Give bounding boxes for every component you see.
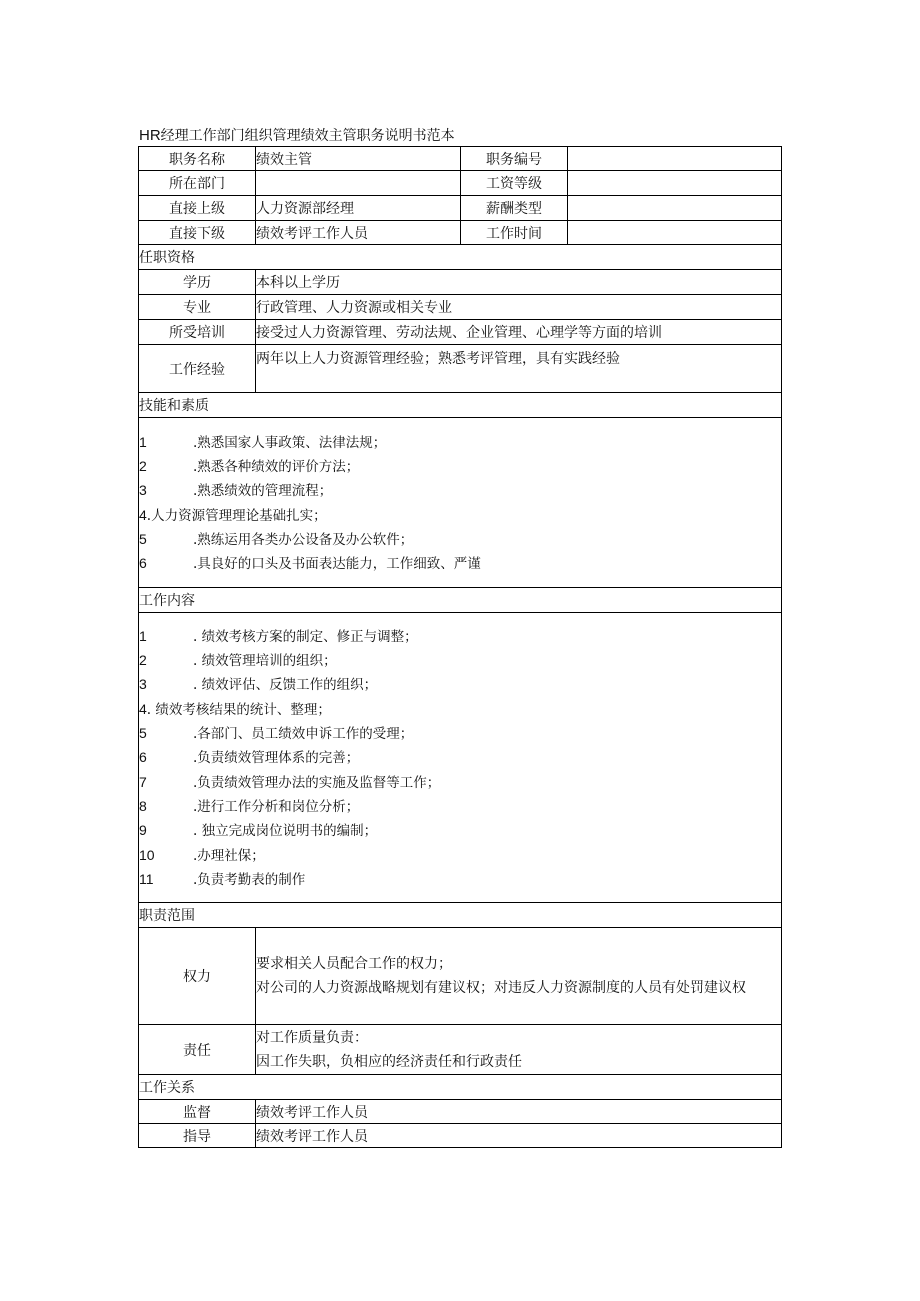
job-name-value[interactable]: 绩效主管: [256, 147, 461, 171]
item-number: 1: [139, 433, 147, 450]
job-description-table: [138, 146, 782, 1148]
education-value[interactable]: 本科以上学历: [256, 270, 782, 295]
grade-value[interactable]: [568, 171, 782, 196]
supervise-value[interactable]: 绩效考评工作人员: [256, 1100, 782, 1124]
item-number: 6: [139, 749, 147, 766]
guide-value[interactable]: 绩效考评工作人员: [256, 1124, 782, 1148]
list-item: [139, 745, 781, 769]
item-number: 11: [139, 870, 154, 887]
list-item: [139, 624, 781, 648]
list-item: [139, 648, 781, 672]
experience-value[interactable]: 两年以上人力资源管理经验；熟悉考评管理，具有实践经验: [256, 345, 782, 393]
skills-list: [139, 418, 782, 588]
guide-label: 指导: [139, 1124, 256, 1148]
training-value[interactable]: 接受过人力资源管理、劳动法规、企业管理、心理学等方面的培训: [256, 320, 782, 345]
list-item: [139, 454, 781, 478]
item-text: .熟悉各种绩效的评价方法；: [193, 458, 360, 475]
item-text: .进行工作分析和岗位分析；: [193, 798, 360, 815]
training-label: 所受培训: [139, 320, 256, 345]
row-work-list: [139, 613, 782, 903]
item-number: 7: [139, 773, 147, 790]
duty-value[interactable]: [256, 1025, 782, 1075]
row-department: [139, 171, 782, 196]
row-education: [139, 270, 782, 295]
job-name-label: 职务名称: [139, 147, 256, 171]
list-item: [139, 721, 781, 745]
list-item: [139, 551, 781, 575]
list-item: [139, 672, 781, 696]
work-list: [139, 613, 782, 903]
item-number: 5: [139, 725, 147, 742]
item-text: . 绩效考核结果的统计、整理；: [146, 701, 331, 718]
item-number: 3: [139, 676, 147, 693]
row-supervise: [139, 1100, 782, 1124]
section-scope: [139, 903, 782, 928]
power-value[interactable]: [256, 928, 782, 1025]
job-no-label: 职务编号: [461, 147, 568, 171]
power-line: 要求相关人员配合工作的权力；: [256, 956, 452, 972]
title-prefix: HR: [139, 127, 161, 144]
scope-heading: 职责范围: [139, 903, 782, 928]
item-number: 2: [139, 457, 147, 474]
item-text: . 绩效评估、反馈工作的组织；: [193, 677, 378, 694]
major-value[interactable]: 行政管理、人力资源或相关专业: [256, 295, 782, 320]
item-number: 1: [139, 627, 147, 644]
subordinate-value[interactable]: 绩效考评工作人员: [256, 221, 461, 245]
row-guide: [139, 1124, 782, 1148]
pay-value[interactable]: [568, 196, 782, 221]
list-item: [139, 867, 781, 891]
relations-heading: 工作关系: [139, 1075, 782, 1100]
item-text: . 绩效管理培训的组织；: [193, 653, 337, 670]
experience-label: 工作经验: [139, 345, 256, 393]
item-number: 8: [139, 797, 147, 814]
item-text: .熟悉绩效的管理流程；: [193, 483, 333, 500]
superior-label: 直接上级: [139, 196, 256, 221]
work-heading: 工作内容: [139, 588, 782, 613]
item-text: .办理社保；: [193, 847, 265, 864]
duty-label: 责任: [139, 1025, 256, 1075]
item-text: . 绩效考核方案的制定、修正与调整；: [193, 628, 418, 645]
hours-value[interactable]: [568, 221, 782, 245]
section-work: [139, 588, 782, 613]
row-job-name: [139, 147, 782, 171]
row-power: [139, 928, 782, 1025]
item-number: 6: [139, 555, 147, 572]
list-item: [139, 430, 781, 454]
item-number: 3: [139, 482, 147, 499]
pay-label: 薪酬类型: [461, 196, 568, 221]
list-item: [139, 843, 781, 867]
list-item: [139, 794, 781, 818]
list-item: [139, 697, 781, 721]
grade-label: 工资等级: [461, 171, 568, 196]
row-skills-list: [139, 418, 782, 588]
item-text: .具良好的口头及书面表达能力，工作细致、严谨: [193, 556, 481, 573]
section-skills: [139, 393, 782, 418]
list-item: [139, 478, 781, 502]
row-major: [139, 295, 782, 320]
education-label: 学历: [139, 270, 256, 295]
duty-line: 因工作失职，负相应的经济责任和行政责任: [256, 1054, 522, 1070]
list-item: [139, 818, 781, 842]
qualification-heading: 任职资格: [139, 245, 782, 270]
item-text: .负责考勤表的制作: [193, 871, 306, 888]
row-subordinate: [139, 221, 782, 245]
item-text: .负责绩效管理体系的完善；: [193, 750, 360, 767]
duty-line: 对工作质量负责：: [256, 1030, 368, 1046]
row-experience: [139, 345, 782, 393]
item-number: 5: [139, 530, 147, 547]
item-text: .各部门、员工绩效申诉工作的受理；: [193, 726, 414, 743]
item-text: .熟悉国家人事政策、法律法规；: [193, 434, 387, 451]
skills-heading: 技能和素质: [139, 393, 782, 418]
list-item: [139, 503, 781, 527]
item-number: 4: [139, 700, 147, 717]
hours-label: 工作时间: [461, 221, 568, 245]
job-no-value[interactable]: [568, 147, 782, 171]
power-line: 对公司的人力资源战略规划有建议权；对违反人力资源制度的人员有处罚建议权: [256, 980, 746, 996]
item-text: .人力资源管理理论基础扎实；: [146, 507, 327, 524]
row-training: [139, 320, 782, 345]
item-number: 10: [139, 846, 155, 863]
item-text: .负责绩效管理办法的实施及监督等工作；: [193, 774, 441, 791]
dept-label: 所在部门: [139, 171, 256, 196]
list-item: [139, 770, 781, 794]
dept-value[interactable]: [256, 171, 461, 196]
item-text: . 独立完成岗位说明书的编制；: [193, 823, 378, 840]
row-superior: [139, 196, 782, 221]
major-label: 专业: [139, 295, 256, 320]
document-title: [139, 125, 455, 145]
item-number: 2: [139, 652, 147, 669]
list-item: [139, 527, 781, 551]
subordinate-label: 直接下级: [139, 221, 256, 245]
supervise-label: 监督: [139, 1100, 256, 1124]
item-number: 4: [139, 506, 147, 523]
title-text: 经理工作部门组织管理绩效主管职务说明书范本: [160, 128, 455, 144]
item-number: 9: [139, 822, 147, 839]
section-qualification: [139, 245, 782, 270]
section-relations: [139, 1075, 782, 1100]
power-label: 权力: [139, 928, 256, 1025]
row-duty: [139, 1025, 782, 1075]
item-text: .熟练运用各类办公设备及办公软件；: [193, 531, 414, 548]
superior-value[interactable]: 人力资源部经理: [256, 196, 461, 221]
